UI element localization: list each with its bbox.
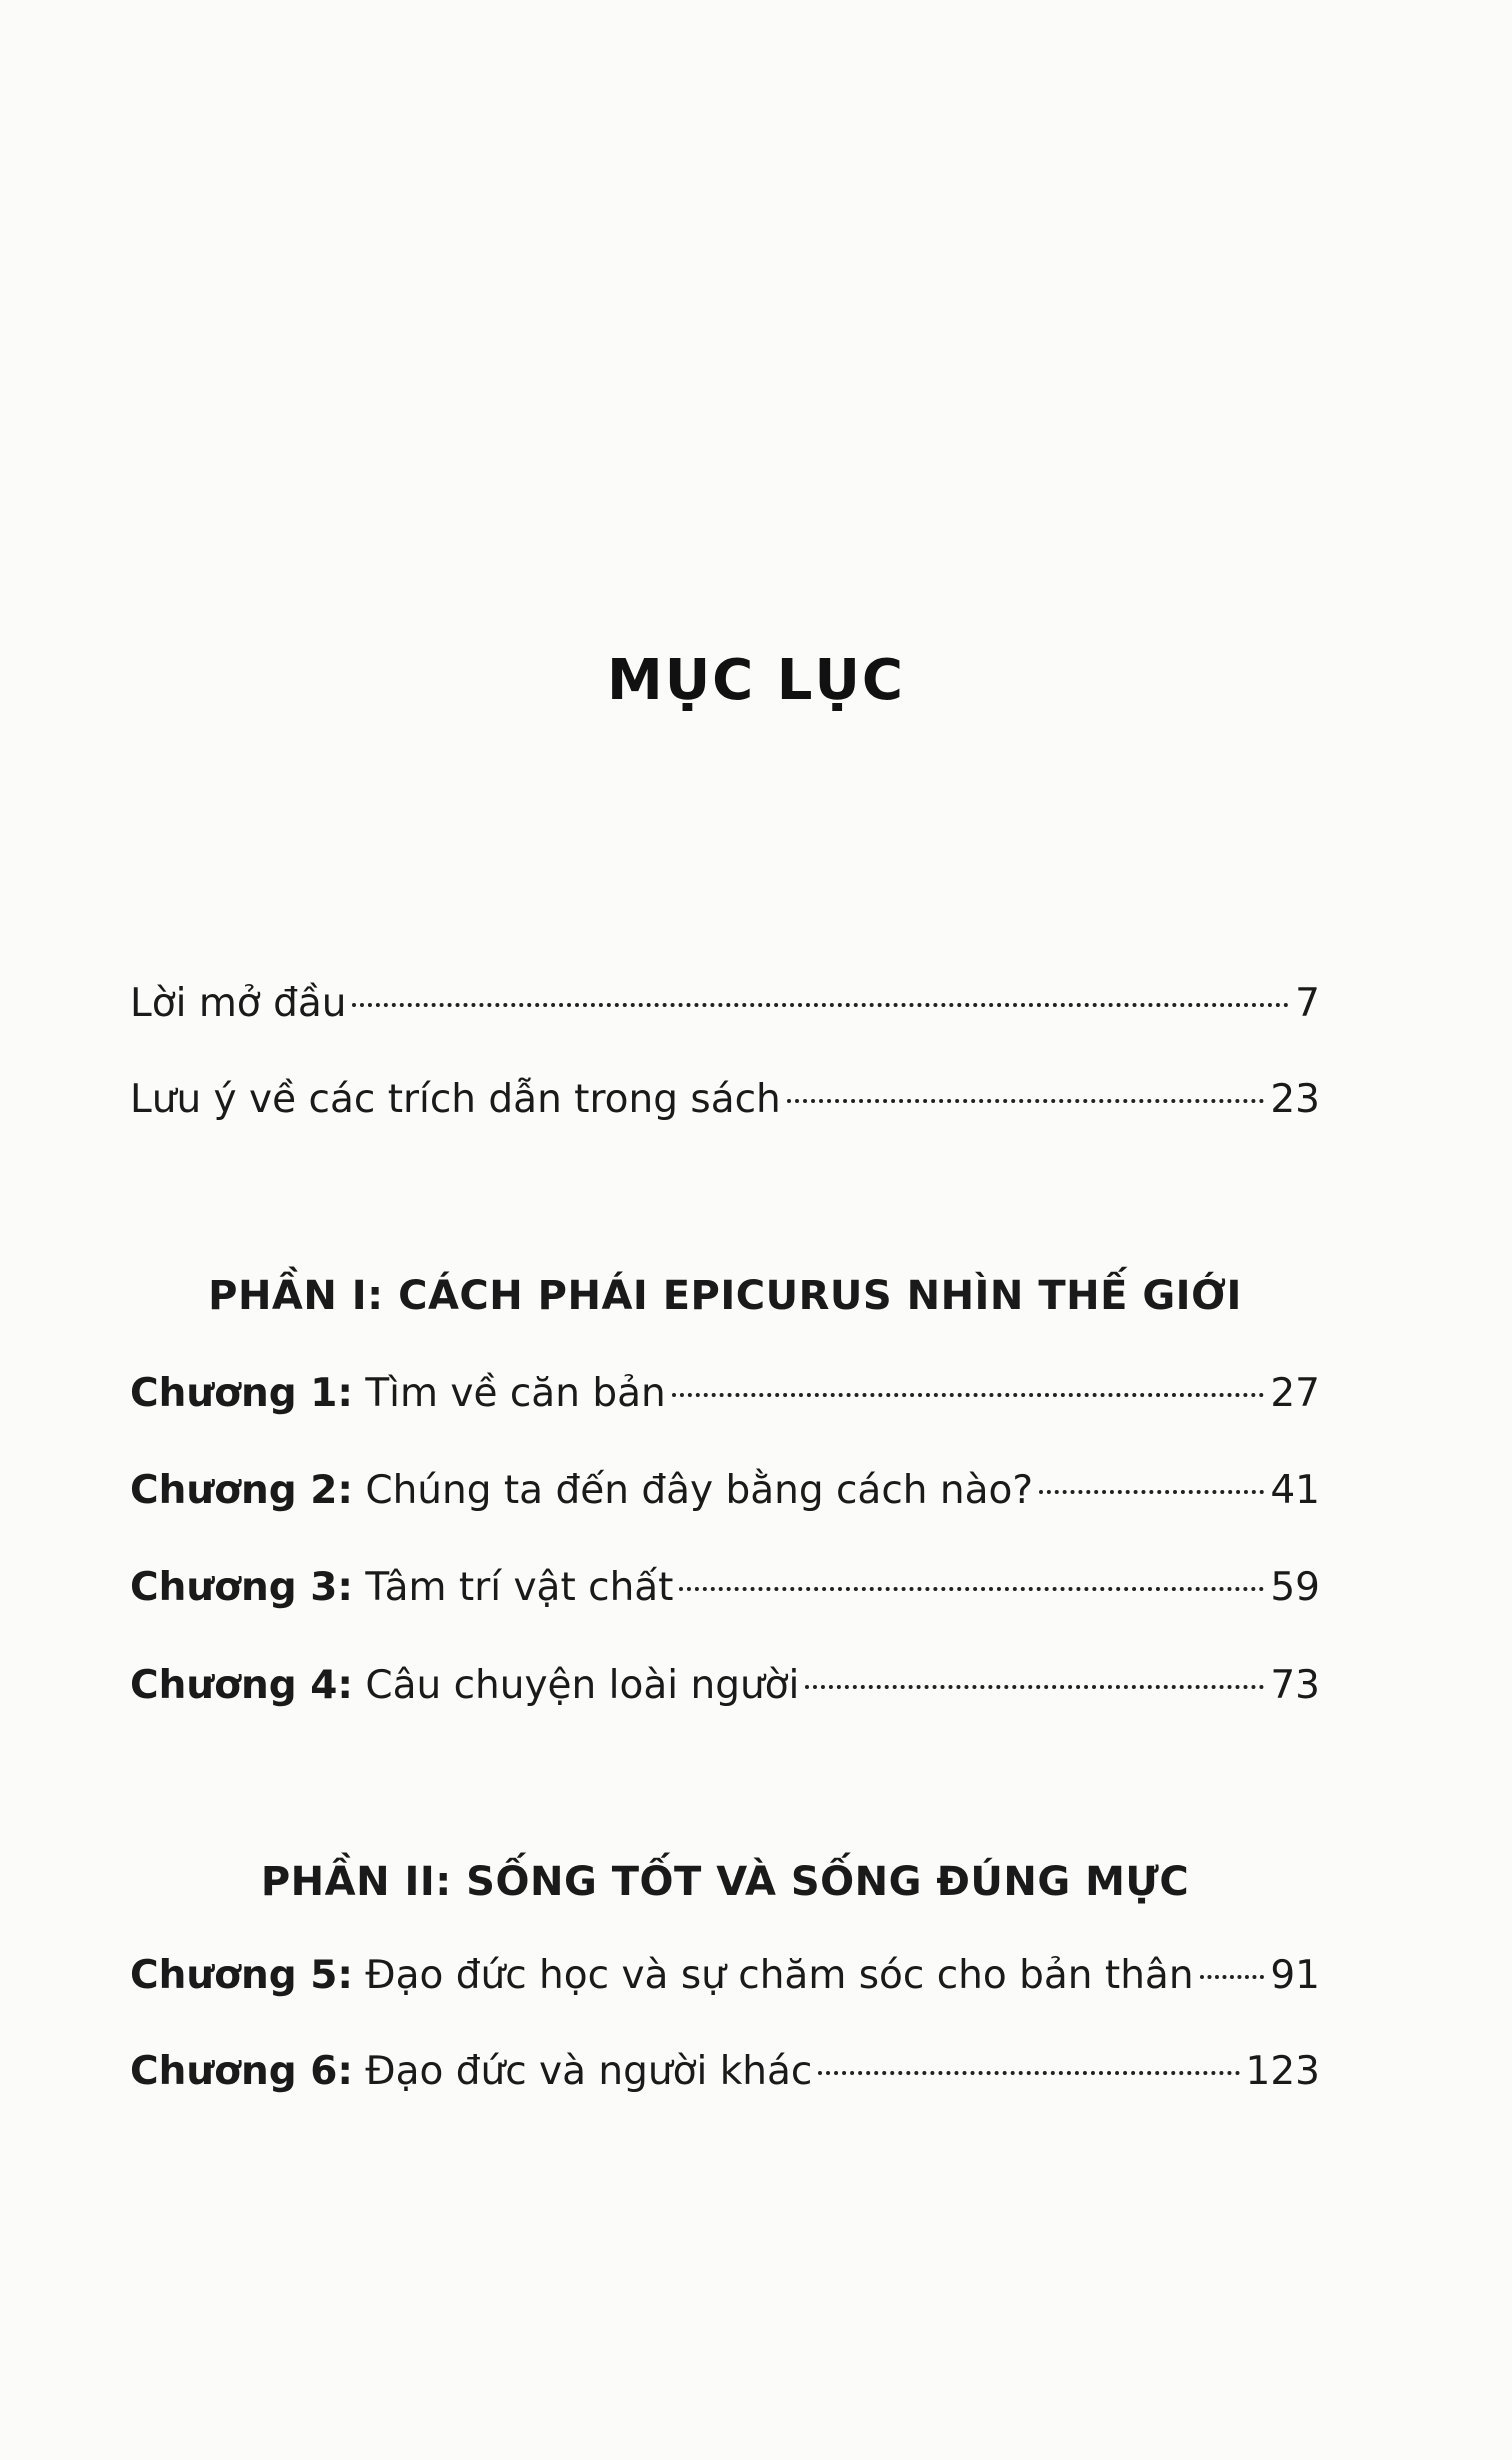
page-title: MỤC LỤC <box>606 648 906 713</box>
toc-page-number: 7 <box>1295 981 1320 1026</box>
toc-page-number: 91 <box>1270 1953 1320 1998</box>
toc-entry-chapter-2[interactable] <box>130 1465 1320 1517</box>
toc-entry-chapter-5[interactable] <box>130 1950 1320 2002</box>
toc-entry-label <box>130 1950 1194 2002</box>
chapter-prefix: Chương 6: <box>130 2049 353 2094</box>
dot-leader <box>679 1587 1264 1591</box>
dot-leader <box>805 1685 1264 1689</box>
chapter-prefix: Chương 2: <box>130 1468 353 1513</box>
chapter-prefix: Chương 4: <box>130 1663 353 1708</box>
chapter-prefix: Chương 1: <box>130 1371 353 1416</box>
toc-entry-chapter-6[interactable] <box>130 2046 1320 2098</box>
toc-entry-label <box>130 1368 666 1420</box>
chapter-prefix: Chương 5: <box>130 1953 353 1998</box>
chapter-title: Câu chuyện loài người <box>365 1663 800 1708</box>
toc-entry-chapter-1[interactable] <box>130 1368 1320 1420</box>
toc-entry-label <box>130 2046 812 2098</box>
toc-page-number: 59 <box>1270 1565 1320 1610</box>
toc-page-number: 41 <box>1270 1468 1320 1513</box>
dot-leader <box>787 1099 1265 1103</box>
part-heading-2: PHẦN II: SỐNG TỐT VÀ SỐNG ĐÚNG MỰC <box>260 1859 1190 1905</box>
chapter-title: Đạo đức học và sự chăm sóc cho bản thân <box>365 1953 1194 1998</box>
toc-entry-chapter-4[interactable] <box>130 1660 1320 1712</box>
toc-entry-chapter-3[interactable] <box>130 1562 1320 1614</box>
toc-page-number: 123 <box>1245 2049 1320 2094</box>
chapter-prefix: Chương 3: <box>130 1565 353 1610</box>
toc-entry-label <box>130 1660 799 1712</box>
chapter-title: Tâm trí vật chất <box>365 1565 674 1610</box>
toc-entry-label: Lưu ý về các trích dẫn trong sách <box>130 1077 781 1122</box>
dot-leader <box>672 1393 1265 1397</box>
toc-page-number: 73 <box>1270 1663 1320 1708</box>
dot-leader <box>1039 1490 1264 1494</box>
toc-page-number: 23 <box>1270 1077 1320 1122</box>
toc-entry-label: Lời mở đầu <box>130 981 347 1026</box>
toc-entry-citation-note[interactable] <box>130 1074 1320 1126</box>
toc-page-number: 27 <box>1270 1371 1320 1416</box>
chapter-title: Chúng ta đến đây bằng cách nào? <box>365 1468 1034 1513</box>
chapter-title: Tìm về căn bản <box>365 1371 666 1416</box>
toc-entry-foreword[interactable] <box>130 978 1320 1030</box>
dot-leader <box>352 1003 1289 1007</box>
toc-entry-label <box>130 1562 673 1614</box>
toc-entry-label <box>130 1465 1033 1517</box>
chapter-title: Đạo đức và người khác <box>365 2049 813 2094</box>
part-heading-1: PHẦN I: CÁCH PHÁI EPICURUS NHÌN THẾ GIỚI <box>208 1273 1242 1319</box>
dot-leader <box>1200 1975 1265 1979</box>
dot-leader <box>818 2071 1239 2075</box>
